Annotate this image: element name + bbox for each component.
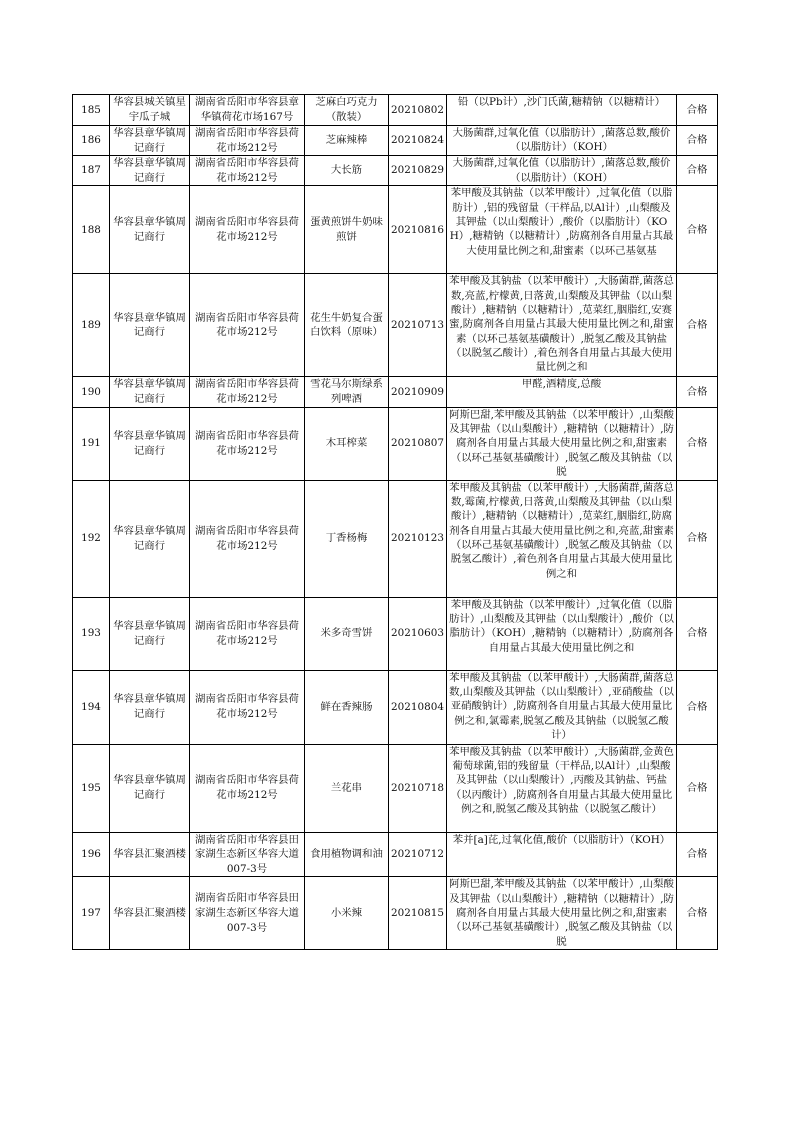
product-name: 蛋黄煎饼牛奶味煎饼: [305, 186, 389, 274]
inspected-entity-name: 华容县章华镇周记商行: [110, 744, 190, 832]
inspection-result: 合格: [677, 480, 718, 597]
product-name: 兰花串: [305, 744, 389, 832]
table-row: [73, 744, 718, 832]
inspection-items: [447, 480, 677, 597]
inspection-items-text: 苯甲酸及其钠盐（以苯甲酸计）,过氧化值（以脂肪计）,山梨酸及其钾盐（以山梨酸计）,酸价（以脂肪计）（KOH）,糖精钠（以糖精计）,防腐剂各自用量占其最大使用量比例之和: [449, 598, 674, 654]
table-row: [73, 95, 718, 126]
entity-address: 湖南省岳阳市华容县荷花市场212号: [190, 274, 305, 377]
inspected-entity-name: 华容县章华镇周记商行: [110, 274, 190, 377]
inspection-items: [447, 744, 677, 832]
inspection-items-text: 苯甲酸及其钠盐（以苯甲酸计）,大肠菌群,菌落总数,亮蓝,柠檬黄,日落黄,山梨酸及其钾盐（以山梨酸计）,糖精钠（以糖精计）,苋菜红,胭脂红,安赛蜜,防腐剂各自用量占其最大使用量比例之和,甜蜜素（以环己基氨基磺酸计）,脱氢乙酸及其钠盐（以脱氢乙酸计）,着色剂各自用量占其最大使用量比例之和: [449, 275, 674, 374]
inspection-items: [447, 877, 677, 950]
production-batch-date: 20210718: [389, 744, 447, 832]
table-row: [73, 480, 718, 597]
inspection-items-text: 苯并[a]芘,过氧化值,酸价（以脂肪计）（KOH）: [452, 833, 671, 846]
entity-address: 湖南省岳阳市华容县荷花市场212号: [190, 407, 305, 480]
table-body: [73, 95, 718, 950]
product-name: 芝麻辣棒: [305, 126, 389, 156]
inspection-items-text: 甲醛,酒精度,总酸: [521, 378, 602, 391]
inspection-result: 合格: [677, 407, 718, 480]
inspected-entity-name: 华容县章华镇周记商行: [110, 597, 190, 670]
inspection-result: 合格: [677, 377, 718, 407]
inspection-result: 合格: [677, 186, 718, 274]
inspection-items: [447, 126, 677, 156]
inspection-items-text: 苯甲酸及其钠盐（以苯甲酸计）,大肠菌群,菌落总数,山梨酸及其钾盐（以山梨酸计）,亚硝酸盐（以亚硝酸钠计）,防腐剂各自用量占其最大使用量比例之和,氯霉素,脱氢乙酸及其钠盐（以脱氢乙酸计）: [449, 671, 674, 741]
inspection-items: [447, 407, 677, 480]
product-name: 大长筋: [305, 156, 389, 186]
product-name: 米多奇雪饼: [305, 597, 389, 670]
product-name: 食用植物调和油: [305, 832, 389, 877]
entity-address: 湖南省岳阳市华容县荷花市场212号: [190, 186, 305, 274]
entity-address: 湖南省岳阳市华容县田家湖生态新区华容大道007-3号: [190, 877, 305, 950]
production-batch-date: 20210603: [389, 597, 447, 670]
row-sequence-number: 188: [73, 186, 110, 274]
inspection-result: 合格: [677, 597, 718, 670]
table-row: [73, 274, 718, 377]
inspection-items-text: 铅（以Pb计）,沙门氏菌,糖精钠（以糖精计）: [457, 96, 666, 108]
entity-address: 湖南省岳阳市华容县荷花市场212号: [190, 597, 305, 670]
row-sequence-number: 194: [73, 670, 110, 744]
row-sequence-number: 187: [73, 156, 110, 186]
production-batch-date: 20210123: [389, 480, 447, 597]
inspection-items: [447, 95, 677, 126]
product-name: 木耳榨菜: [305, 407, 389, 480]
inspection-result: 合格: [677, 670, 718, 744]
inspection-items-text: 苯甲酸及其钠盐（以苯甲酸计）,大肠菌群,菌落总数,霉菌,柠檬黄,日落黄,山梨酸及其钾盐（以山梨酸计）,糖精钠（以糖精计）,苋菜红,胭脂红,防腐剂各自用量占其最大使用量比例之和,亮蓝,甜蜜素（以环己基氨基磺酸计）,脱氢乙酸及其钠盐（以脱氢乙酸计）,着色剂各自用量占其最大使用量比例之和: [449, 481, 674, 580]
production-batch-date: 20210909: [389, 377, 447, 407]
entity-address: 湖南省岳阳市华容县章华镇荷花市场167号: [190, 95, 305, 126]
production-batch-date: 20210815: [389, 877, 447, 950]
table-row: [73, 377, 718, 407]
inspection-items: [447, 377, 677, 407]
production-batch-date: 20210712: [389, 832, 447, 877]
row-sequence-number: 186: [73, 126, 110, 156]
inspected-entity-name: 华容县章华镇周记商行: [110, 377, 190, 407]
inspection-items: [447, 670, 677, 744]
row-sequence-number: 185: [73, 95, 110, 126]
table-row: [73, 877, 718, 950]
table-row: [73, 407, 718, 480]
production-batch-date: 20210824: [389, 126, 447, 156]
entity-address: 湖南省岳阳市华容县荷花市场212号: [190, 156, 305, 186]
production-batch-date: 20210829: [389, 156, 447, 186]
entity-address: 湖南省岳阳市华容县荷花市场212号: [190, 126, 305, 156]
inspection-items: [447, 597, 677, 670]
product-name: 芝麻白巧克力（散装）: [305, 95, 389, 126]
inspected-entity-name: 华容县汇聚酒楼: [110, 832, 190, 877]
inspection-items-text: 苯甲酸及其钠盐（以苯甲酸计）,大肠菌群,金黄色葡萄球菌,铝的残留量（干样品,以Al计）,山梨酸及其钾盐（以山梨酸计）,丙酸及其钠盐、钙盐（以丙酸计）,防腐剂各自用量占其最大使用量比例之和,脱氢乙酸及其钠盐（以脱氢乙酸计）: [449, 745, 674, 815]
production-batch-date: 20210816: [389, 186, 447, 274]
inspection-items-text: 大肠菌群,过氧化值（以脂肪计）,菌落总数,酸价（以脂肪计）（KOH）: [452, 127, 671, 154]
inspection-result: 合格: [677, 877, 718, 950]
row-sequence-number: 189: [73, 274, 110, 377]
inspected-entity-name: 华容县城关镇星宇瓜子城: [110, 95, 190, 126]
row-sequence-number: 191: [73, 407, 110, 480]
inspected-entity-name: 华容县章华镇周记商行: [110, 126, 190, 156]
inspected-entity-name: 华容县章华镇周记商行: [110, 407, 190, 480]
production-batch-date: 20210807: [389, 407, 447, 480]
inspection-result: 合格: [677, 156, 718, 186]
inspection-items: [447, 274, 677, 377]
table-row: [73, 186, 718, 274]
inspection-results-table: [72, 94, 718, 950]
row-sequence-number: 190: [73, 377, 110, 407]
production-batch-date: 20210804: [389, 670, 447, 744]
inspection-result: 合格: [677, 832, 718, 877]
row-sequence-number: 193: [73, 597, 110, 670]
inspection-items-text: 阿斯巴甜,苯甲酸及其钠盐（以苯甲酸计）,山梨酸及其钾盐（以山梨酸计）,糖精钠（以糖精计）,防腐剂各自用量占其最大使用量比例之和,甜蜜素（以环己基氨基磺酸计）,脱氢乙酸及其钠盐（以脱: [449, 408, 674, 478]
entity-address: 湖南省岳阳市华容县田家湖生态新区华容大道007-3号: [190, 832, 305, 877]
inspection-items-text: 苯甲酸及其钠盐（以苯甲酸计）,过氧化值（以脂肪计）,铝的残留量（干样品,以Al计）,山梨酸及其钾盐（以山梨酸计）,酸价（以脂肪计）（KOH）,糖精钠（以糖精计）,防腐剂各自用量占其最大使用量比例之和,甜蜜素（以环己基氨基: [449, 187, 674, 257]
inspection-result: 合格: [677, 744, 718, 832]
inspection-items-text: 大肠菌群,过氧化值（以脂肪计）,菌落总数,酸价（以脂肪计）（KOH）: [452, 157, 671, 184]
table-row: [73, 597, 718, 670]
entity-address: 湖南省岳阳市华容县荷花市场212号: [190, 377, 305, 407]
product-name: 雪花马尔斯绿系列啤酒: [305, 377, 389, 407]
production-batch-date: 20210713: [389, 274, 447, 377]
inspection-result: 合格: [677, 126, 718, 156]
row-sequence-number: 196: [73, 832, 110, 877]
entity-address: 湖南省岳阳市华容县荷花市场212号: [190, 670, 305, 744]
row-sequence-number: 195: [73, 744, 110, 832]
row-sequence-number: 197: [73, 877, 110, 950]
inspected-entity-name: 华容县章华镇周记商行: [110, 480, 190, 597]
inspected-entity-name: 华容县章华镇周记商行: [110, 186, 190, 274]
row-sequence-number: 192: [73, 480, 110, 597]
entity-address: 湖南省岳阳市华容县荷花市场212号: [190, 744, 305, 832]
table-row: [73, 832, 718, 877]
inspection-result: 合格: [677, 274, 718, 377]
table-row: [73, 670, 718, 744]
inspected-entity-name: 华容县汇聚酒楼: [110, 877, 190, 950]
inspection-result: 合格: [677, 95, 718, 126]
inspection-items: [447, 186, 677, 274]
inspection-items-text: 阿斯巴甜,苯甲酸及其钠盐（以苯甲酸计）,山梨酸及其钾盐（以山梨酸计）,糖精钠（以糖精计）,防腐剂各自用量占其最大使用量比例之和,甜蜜素（以环己基氨基磺酸计）,脱氢乙酸及其钠盐（以脱: [449, 878, 674, 948]
table-row: [73, 126, 718, 156]
table-row: [73, 156, 718, 186]
product-name: 丁香杨梅: [305, 480, 389, 597]
product-name: 鲜在香辣肠: [305, 670, 389, 744]
entity-address: 湖南省岳阳市华容县荷花市场212号: [190, 480, 305, 597]
inspected-entity-name: 华容县章华镇周记商行: [110, 156, 190, 186]
production-batch-date: 20210802: [389, 95, 447, 126]
product-name: 小米辣: [305, 877, 389, 950]
inspection-items: [447, 156, 677, 186]
product-name: 花生牛奶复合蛋白饮料（原味）: [305, 274, 389, 377]
inspection-items: [447, 832, 677, 877]
inspected-entity-name: 华容县章华镇周记商行: [110, 670, 190, 744]
